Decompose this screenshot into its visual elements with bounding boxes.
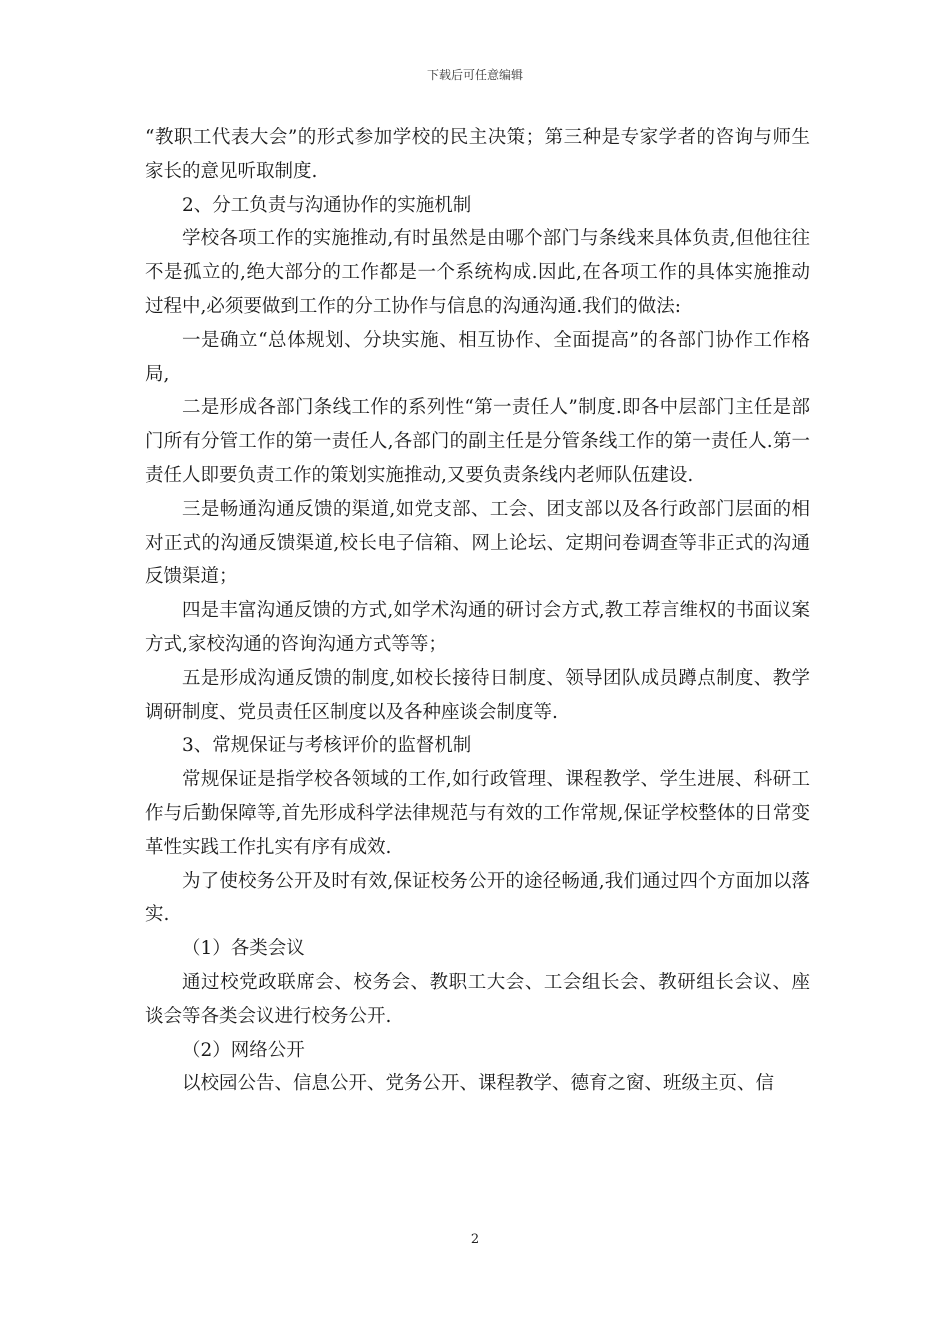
- subheading-online: （2）网络公开: [182, 1039, 305, 1061]
- paragraph: 二是形成各部门条线工作的系列性“第一责任人”制度.即各中层部门主任是部门所有分管工作的第一责任人,各部门的副主任是分管条线工作的第一责任人.第一责任人即要负责工作的策划实施推动,又要负责条线内老师队伍建设.: [145, 397, 810, 486]
- paragraph: 一是确立“总体规划、分块实施、相互协作、全面提高”的各部门协作工作格局,: [145, 329, 810, 385]
- paragraph: 常规保证是指学校各领域的工作,如行政管理、课程教学、学生进展、科研工作与后勤保障等,首先形成科学法律规范与有效的工作常规,保证学校整体的日常变革性实践工作扎实有序有成效.: [145, 769, 810, 858]
- section-heading-2: 2、分工负责与沟通协作的实施机制: [182, 194, 472, 216]
- page-header: 下载后可任意编辑: [426, 68, 523, 82]
- document-body: [145, 121, 810, 1101]
- paragraph: 学校各项工作的实施推动,有时虽然是由哪个部门与条线来具体负责,但他往往不是孤立的,绝大部分的工作都是一个系统构成.因此,在各项工作的具体实施推动过程中,必须要做到工作的分工协作与信息的沟通沟通.我们的做法:: [145, 228, 810, 317]
- paragraph: 三是畅通沟通反馈的渠道,如党支部、工会、团支部以及各行政部门层面的相对正式的沟通反馈渠道,校长电子信箱、网上论坛、定期问卷调查等非正式的沟通反馈渠道；: [145, 498, 810, 588]
- subheading-meetings: （1）各类会议: [182, 938, 305, 960]
- paragraph: 五是形成沟通反馈的制度,如校长接待日制度、领导团队成员蹲点制度、教学调研制度、党员责任区制度以及各种座谈会制度等.: [145, 667, 810, 723]
- paragraph: 四是丰富沟通反馈的方式,如学术沟通的研讨会方式,教工荐言维权的书面议案方式,家校沟通的咨询沟通方式等等；: [145, 600, 810, 655]
- paragraph: 为了使校务公开及时有效,保证校务公开的途径畅通,我们通过四个方面加以落实.: [145, 870, 810, 926]
- page-number: 2: [470, 1232, 480, 1247]
- paragraph-continuation: “教职工代表大会”的形式参加学校的民主决策；第三种是专家学者的咨询与师生家长的意见听取制度.: [145, 127, 810, 182]
- paragraph: 通过校党政联席会、校务会、教职工大会、工会组长会、教研组长会议、座谈会等各类会议进行校务公开.: [145, 971, 810, 1027]
- paragraph: 以校园公告、信息公开、党务公开、课程教学、德育之窗、班级主页、信: [182, 1073, 775, 1095]
- section-heading-3: 3、常规保证与考核评价的监督机制: [182, 735, 472, 757]
